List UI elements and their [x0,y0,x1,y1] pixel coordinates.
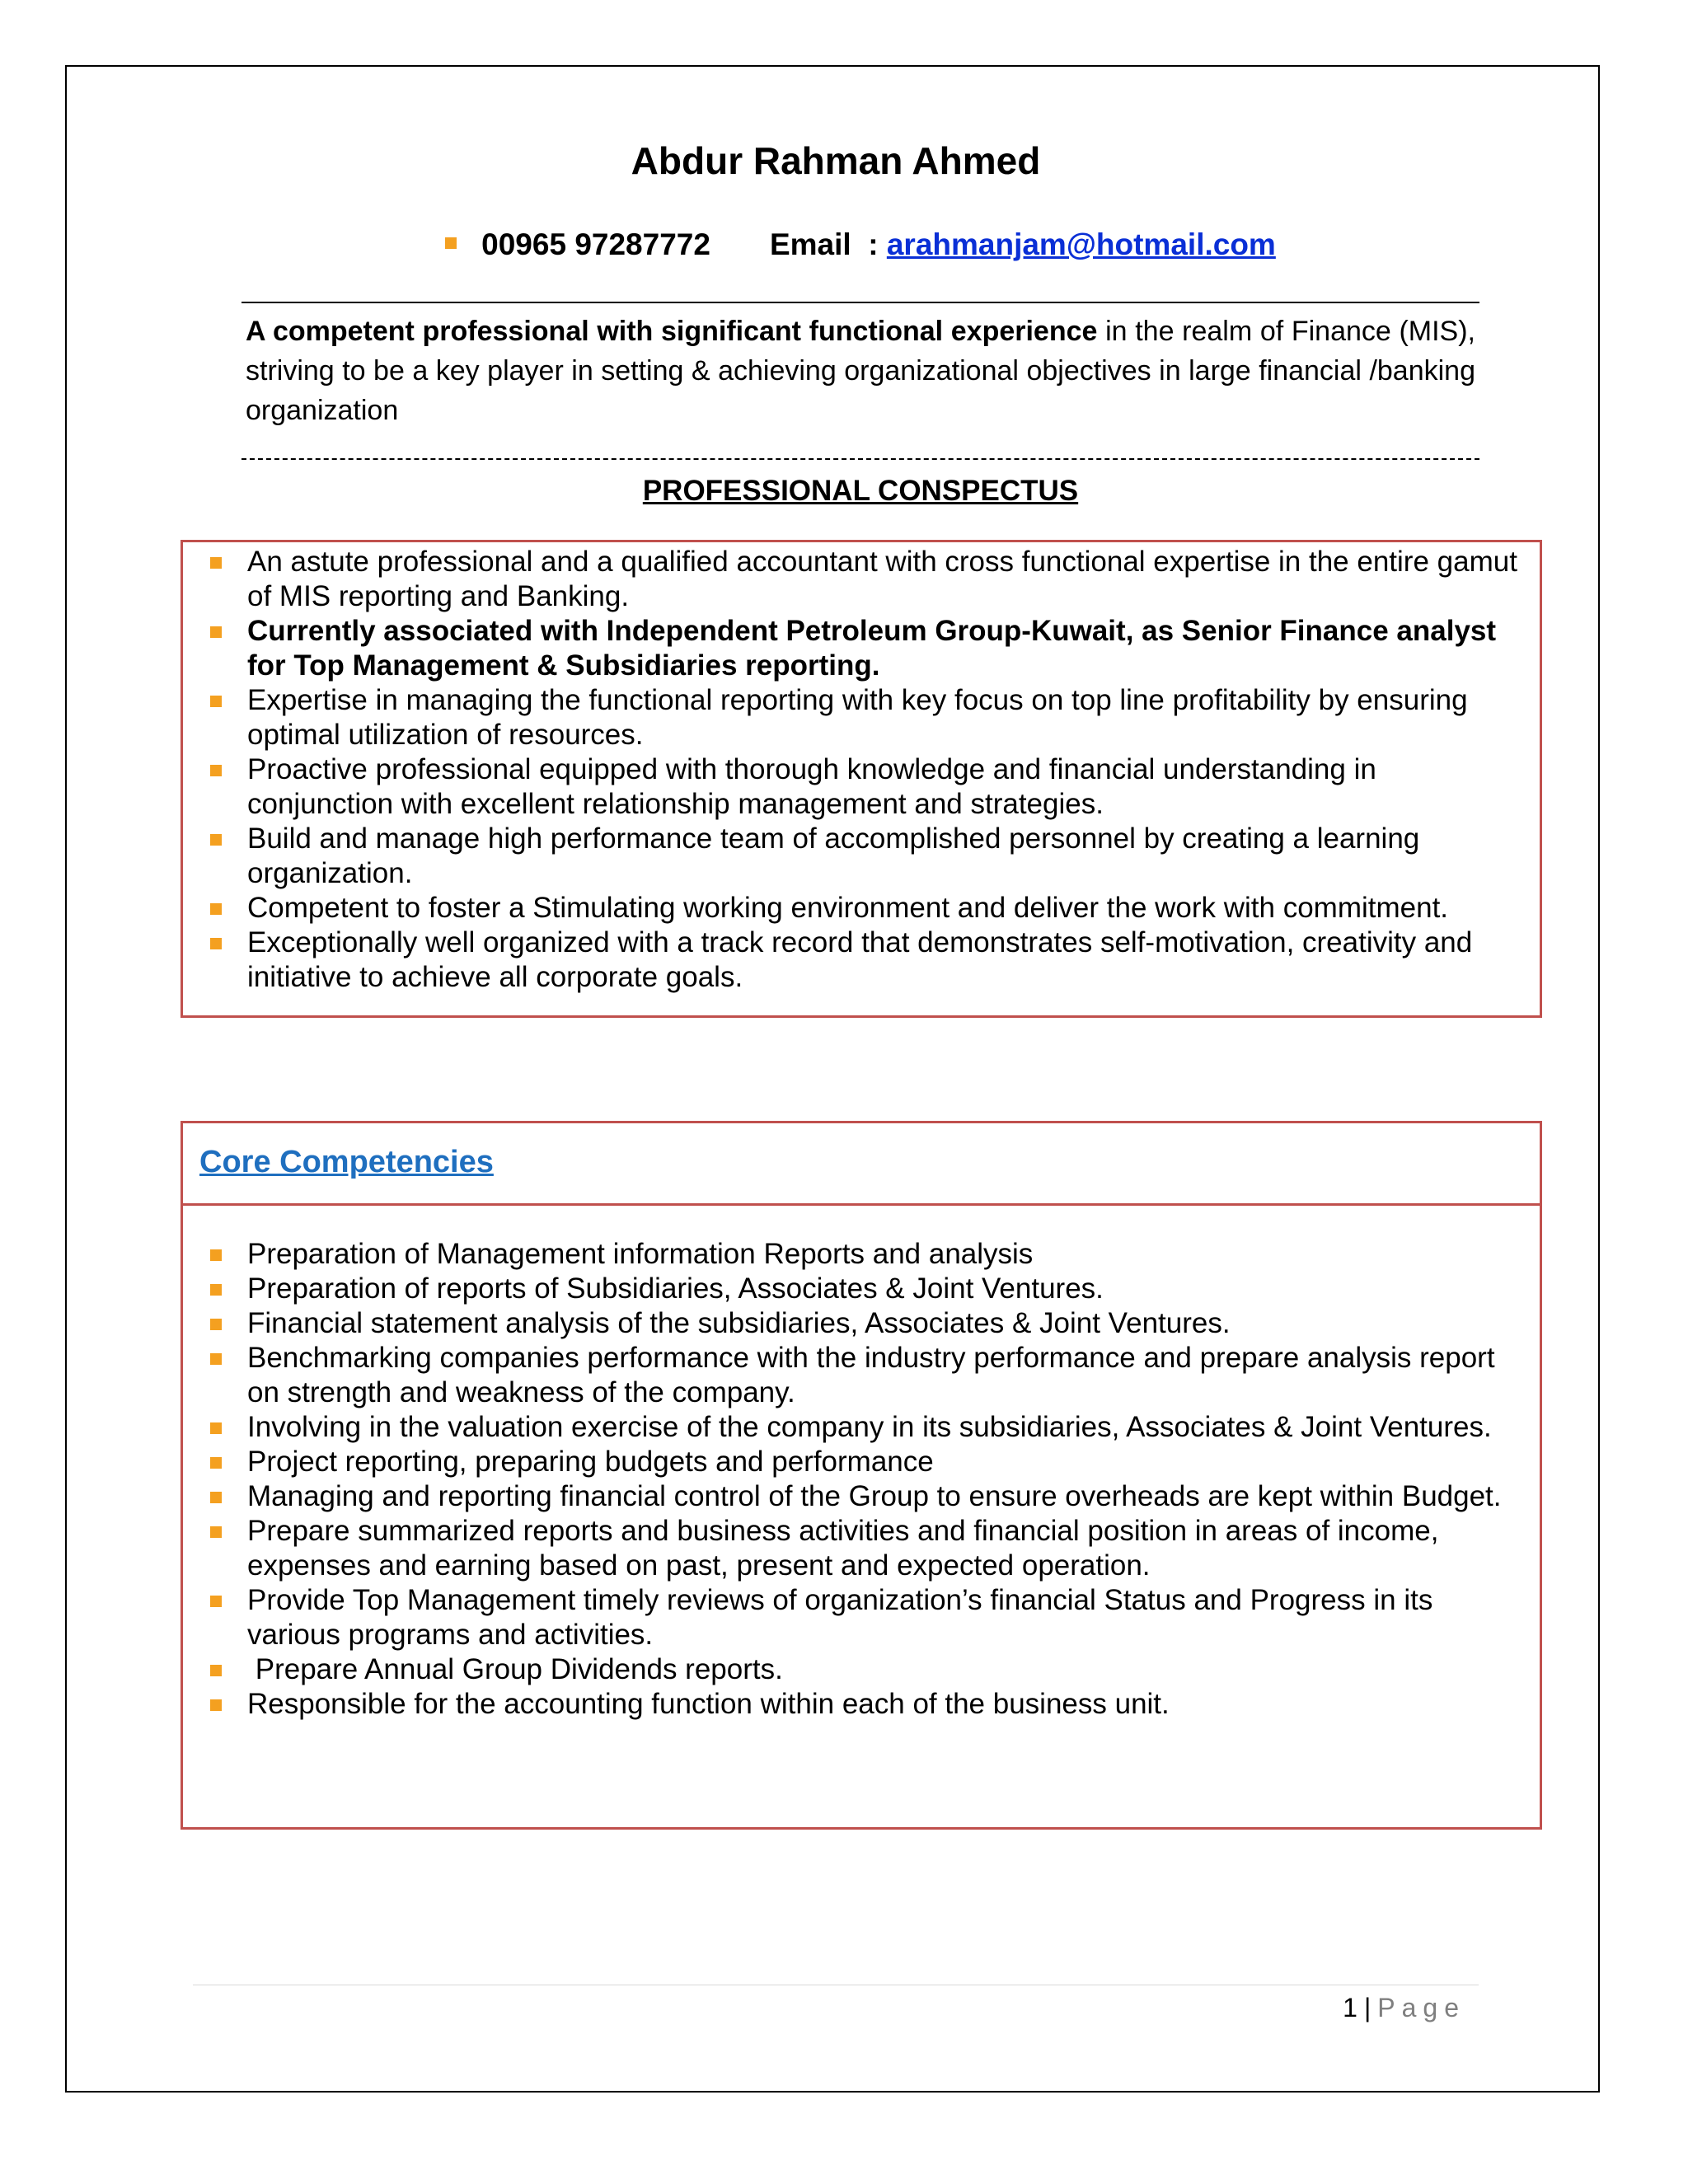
list-item: Benchmarking companies performance with the industry performance and prepare analysis report on strength and weakness of the company. [210,1341,1529,1410]
square-bullet-icon [210,557,222,569]
conspectus-list [210,545,1529,995]
phone-number: 00965 97287772 [481,227,710,261]
contact-inner [445,227,1276,262]
list-item: Involving in the valuation exercise of the company in its subsidiaries, Associates & Joint Ventures. [210,1410,1529,1445]
square-bullet-icon [210,1422,222,1434]
list-item: Proactive professional equipped with thorough knowledge and financial understanding in conjunction with excellent relationship management and strategies. [210,752,1529,822]
conspectus-title-text: PROFESSIONAL CONSPECTUS [642,475,1079,507]
list-item: Preparation of reports of Subsidiaries, Associates & Joint Ventures. [210,1272,1529,1306]
square-bullet-icon [210,903,222,915]
square-bullet-icon [210,1284,222,1296]
square-bullet-icon [210,1457,222,1469]
list-item: Exceptionally well organized with a track record that demonstrates self-motivation, creativity and initiative to achieve all corporate goals. [210,926,1529,995]
square-bullet-icon [210,834,222,846]
list-item: Financial statement analysis of the subsidiaries, Associates & Joint Ventures. [210,1306,1529,1341]
email-link[interactable]: arahmanjam@hotmail.com [886,227,1276,261]
square-bullet-icon [210,1353,222,1365]
core-competencies-header [183,1123,1540,1206]
dashed-divider [241,458,1479,460]
list-item: Prepare Annual Group Dividends reports. [210,1652,1529,1687]
list-item: Currently associated with Independent Petroleum Group-Kuwait, as Senior Finance analyst for Top Management & Subsidiaries reporting. [210,614,1529,683]
square-bullet-icon [210,1665,222,1676]
footer-separator: | [1363,1993,1372,2022]
summary-bold: A competent professional with significant functional experience [246,316,1098,347]
list-item: Managing and reporting financial control of the Group to ensure overheads are kept within Budget. [210,1479,1529,1514]
square-bullet-icon [210,1319,222,1330]
core-competencies-title: Core Competencies [199,1145,494,1179]
list-item: An astute professional and a qualified accountant with cross functional expertise in the entire gamut of MIS reporting and Banking. [210,545,1529,614]
square-bullet-icon [210,1249,222,1261]
square-bullet-icon [210,938,222,949]
list-item: Expertise in managing the functional reporting with key focus on top line profitability by ensuring optimal utilization of resources. [210,683,1529,752]
list-item: Provide Top Management timely reviews of organization’s financial Status and Progress in its various programs and activities. [210,1583,1529,1652]
page-label: Page [1377,1993,1465,2022]
list-item: Prepare summarized reports and business activities and financial position in areas of income, expenses and earning based on past, present and expected operation. [210,1514,1529,1583]
core-competencies-box [181,1121,1542,1830]
square-bullet-icon [445,237,457,249]
square-bullet-icon [210,1526,222,1538]
list-item: Preparation of Management information Reports and analysis [210,1237,1529,1272]
top-divider [241,302,1479,303]
list-item: Competent to foster a Stimulating working environment and deliver the work with commitment. [210,891,1529,926]
profile-summary [246,312,1475,430]
square-bullet-icon [210,765,222,776]
square-bullet-icon [210,696,222,707]
list-item: Build and manage high performance team of accomplished personnel by creating a learning organization. [210,822,1529,891]
square-bullet-icon [210,1596,222,1607]
list-item: Responsible for the accounting function within each of the business unit. [210,1687,1529,1722]
candidate-name-text: Abdur Rahman Ahmed [631,139,1041,182]
page-footer [1343,1993,1465,2023]
page-number: 1 [1343,1993,1357,2022]
conspectus-box [181,540,1542,1018]
conspectus-title [0,475,1688,508]
email-label: Email : [769,227,887,261]
square-bullet-icon [210,1492,222,1503]
candidate-name [0,138,1688,183]
summary-rest: in the realm of Finance (MIS), striving to be a key player in setting & achieving organizational objectives in large financial /banking organization [246,316,1475,426]
square-bullet-icon [210,626,222,638]
square-bullet-icon [210,1699,222,1711]
contact-line [0,227,1688,262]
core-competencies-list [210,1237,1529,1722]
list-item: Project reporting, preparing budgets and performance [210,1445,1529,1479]
